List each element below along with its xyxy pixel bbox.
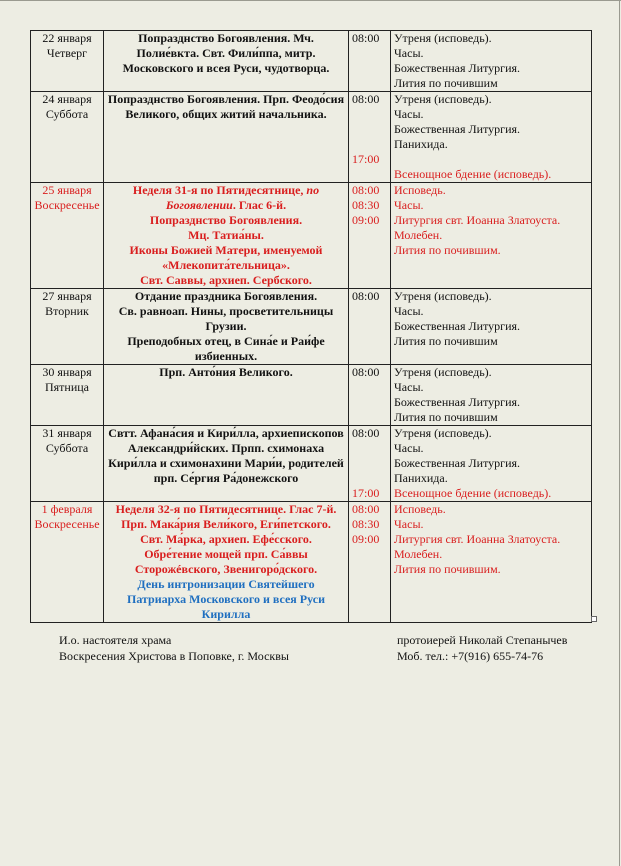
footer-rector-title: И.о. настоятеля храма [59,633,172,647]
service-item: Утреня (исповедь). [394,31,492,45]
feast-cell [104,289,349,365]
service-item: Панихида. [394,471,448,485]
date: 30 января [42,365,92,379]
service-time: 08:00 [352,426,380,440]
time-cell [349,289,391,365]
weekday: Вторник [45,304,89,318]
date: 25 января [42,183,92,197]
footer-right [397,632,567,664]
date-cell [31,426,104,502]
footer-phone: Моб. тел.: +7(916) 655-74-76 [397,649,544,663]
date-cell [31,31,104,92]
feast-text: Попразднство Богоявления. Прп. Феодо́сия Великого, общих житий начальника. [107,92,345,121]
table-row [31,183,592,289]
feast-text: Свтт. Афана́сия и Кири́лла, архиепископов Александри́йских. Прпп. схимонаха Кири́лла и схимонахини Мари́и, родителей прп. Се́ргия Ра́донежского [108,426,344,485]
page-top-border [0,0,621,1]
weekday: Суббота [45,441,89,455]
time-cell [349,31,391,92]
service-item: Часы. [394,198,424,212]
service-item: Часы. [394,304,424,318]
feast-text: Попразднство Богоявления. Мч. Полие́вкта. Свт. Фили́ппа, митр. Московского и всея Руси, чудотворца. [122,31,330,75]
table-row [31,92,592,183]
feast-text: Прп. Анто́ния Великого. [159,365,293,379]
feast-cell [104,92,349,183]
weekday: Суббота [45,107,89,121]
table-row [31,365,592,426]
service-time: 08:00 [352,502,380,516]
feast-text: Обре́тение мощей прп. Са́ввы Сторожéвского, Звенигоро́дского. [134,547,318,576]
date-cell [31,502,104,623]
weekday: Воскресенье [34,198,100,212]
service-item: Утреня (исповедь). [394,365,492,379]
service-time: 08:30 [352,198,380,212]
time-cell [349,183,391,289]
services-cell [391,183,592,289]
service-time: 17:00 [352,486,380,500]
feast-text-enthronement: День интронизации Святейшего Патриарха Московского и всея Руси Кирилла [126,577,325,621]
date: 24 января [42,92,92,106]
services-cell [391,31,592,92]
service-item: Божественная Литургия. [394,456,521,470]
footer-church-name: Воскресения Христова в Поповке, г. Москвы [59,649,289,663]
service-time: 08:00 [352,183,380,197]
service-item: Лития по почившим. [394,562,501,576]
page-right-border [619,0,620,866]
date: 31 января [42,426,92,440]
services-cell [391,502,592,623]
feast-text: Неделя 32-я по Пятидесятнице. Глас 7-й. [115,502,337,516]
footer-left [59,632,289,664]
feast-text: Преподобных отец, в Сина́е и Раи́фе избиенных. [127,334,325,363]
table-row [31,502,592,623]
service-item: Часы. [394,517,424,531]
services-cell [391,289,592,365]
feast-text: Отдание праздника Богоявления. [134,289,318,303]
service-item: Часы. [394,107,424,121]
service-item: Молебен. [394,228,443,242]
feast-cell [104,183,349,289]
feast-cell [104,31,349,92]
service-item: Лития по почившим [394,410,498,424]
date-cell [31,183,104,289]
date-cell [31,365,104,426]
feast-title: Неделя 31-я по Пятидесятнице, по Богоявлении. Глас 6-й. [132,183,320,212]
service-item: Часы. [394,46,424,60]
feast-text: Свт. Саввы, архиеп. Сербского. [140,273,312,287]
service-time: 08:00 [352,365,380,379]
service-item: Лития по почившим [394,76,498,90]
service-item: Исповедь. [394,183,446,197]
feast-cell [104,426,349,502]
date-cell [31,92,104,183]
service-item: Божественная Литургия. [394,122,521,136]
service-item: Молебен. [394,547,443,561]
time-cell [349,502,391,623]
service-time: 08:00 [352,31,380,45]
feast-cell [104,365,349,426]
time-cell [349,426,391,502]
feast-cell [104,502,349,623]
services-cell [391,92,592,183]
service-item: Исповедь. [394,502,446,516]
weekday: Пятница [44,380,90,394]
table-row [31,289,592,365]
service-time: 17:00 [352,152,380,166]
service-time: 08:00 [352,92,380,106]
service-time: 08:30 [352,517,380,531]
date: 1 февраля [41,502,93,516]
service-item: Божественная Литургия. [394,395,521,409]
weekday: Воскресенье [34,517,100,531]
time-cell [349,92,391,183]
table-resize-handle[interactable] [591,616,597,622]
table-row [31,426,592,502]
service-item: Литургия свт. Иоанна Златоуста. [394,213,561,227]
service-item: Всенощное бдение (исповедь). [394,486,552,500]
weekday: Четверг [46,46,88,60]
feast-text: Прп. Мака́рия Вели́кого, Еги́петского. [121,517,331,531]
feast-text: Мц. Татиа́ны. [188,228,264,242]
date: 22 января [42,31,92,45]
service-item: Часы. [394,380,424,394]
footer-priest-name: протоиерей Николай Степанычев [397,633,568,647]
time-cell [349,365,391,426]
service-item: Утреня (исповедь). [394,289,492,303]
service-item: Литургия свт. Иоанна Златоуста. [394,532,561,546]
date: 27 января [42,289,92,303]
services-cell [391,365,592,426]
feast-text: Попразднство Богоявления. [149,213,303,227]
feast-text: Свт. Ма́рка, архиеп. Ефе́сского. [140,532,312,546]
service-item: Лития по почившим. [394,243,501,257]
feast-text: Иконы Божией Матери, именуемой «Млекопита́тельница». [129,243,323,272]
service-item: Лития по почившим [394,334,498,348]
schedule-table [30,30,592,623]
service-item: Всенощное бдение (исповедь). [394,167,552,181]
service-item: Божественная Литургия. [394,319,521,333]
service-time: 08:00 [352,289,380,303]
service-time: 09:00 [352,213,380,227]
table-row [31,31,592,92]
feast-text: Св. равноап. Нины, просветительницы Грузии. [118,304,334,333]
services-cell [391,426,592,502]
service-item: Часы. [394,441,424,455]
service-item: Божественная Литургия. [394,61,521,75]
service-time: 09:00 [352,532,380,546]
service-item: Утреня (исповедь). [394,426,492,440]
service-item: Утреня (исповедь). [394,92,492,106]
date-cell [31,289,104,365]
service-item: Панихида. [394,137,448,151]
